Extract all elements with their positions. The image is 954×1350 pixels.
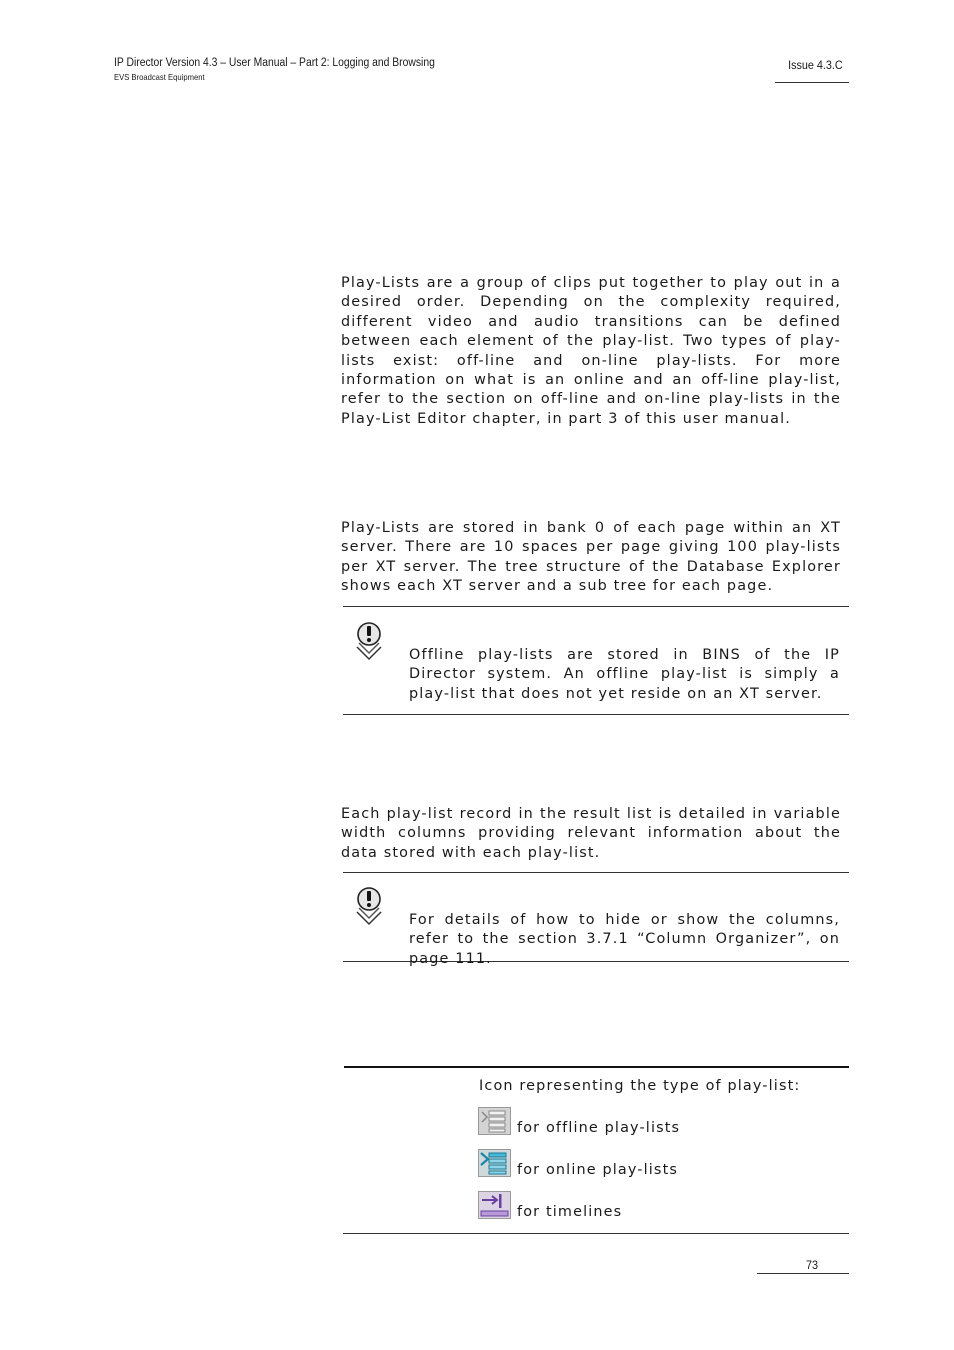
note-text: Offline play-lists are stored in BINS of the IP Director system. An offline play-list is simply a play-list that does not yet reside on an XT server.	[409, 647, 840, 702]
footer-rule	[757, 1273, 849, 1274]
columns-paragraph: Each play-list record in the result list is detailed in variable width columns providing relevant information about the data stored with each play-list.	[341, 806, 841, 861]
header-title: IP Director Version 4.3 – User Manual – Part 2: Logging and Browsing	[114, 57, 435, 69]
offline-playlist-label: for offline play-lists	[517, 1120, 681, 1136]
timeline-label: for timelines	[517, 1204, 623, 1220]
header-issue: Issue 4.3.C	[788, 58, 843, 72]
intro-paragraph: Play-Lists are a group of clips put together to play out in a desired order. Depending on the complexity required, different video and audio transitions can be defined between each element of the play-list. Two types of play-lists exist: off-line and on-line play-lists. For more information on what is an online and an off-line play-list, refer to the section on off-line and on-line play-lists in the Play-List Editor chapter, in part 3 of this user manual.	[341, 275, 841, 427]
page-number: 73	[806, 1258, 819, 1272]
note-box	[343, 872, 849, 967]
storage-paragraph: Play-Lists are stored in bank 0 of each page within an XT server. There are 10 spaces per page giving 100 play-lists per XT server. The tree structure of the Database Explorer shows each XT server and a sub tree for each page.	[341, 520, 841, 595]
note-icon	[354, 886, 384, 926]
note-icon	[354, 621, 384, 661]
note-text: For details of how to hide or show the columns, refer to the section 3.7.1 “Column Organizer”, on page 111.	[409, 912, 840, 967]
table-cell-description: Icon representing the type of play-list:	[479, 1078, 801, 1094]
header-company: EVS Broadcast Equipment	[114, 72, 205, 82]
timeline-icon	[478, 1191, 511, 1219]
note-box	[343, 606, 849, 715]
online-playlist-icon	[478, 1149, 511, 1177]
table-bottom-rule	[343, 1233, 849, 1234]
table-top-rule	[344, 1066, 849, 1068]
header-rule	[775, 82, 849, 83]
online-playlist-label: for online play-lists	[517, 1162, 679, 1178]
offline-playlist-icon	[478, 1107, 511, 1135]
